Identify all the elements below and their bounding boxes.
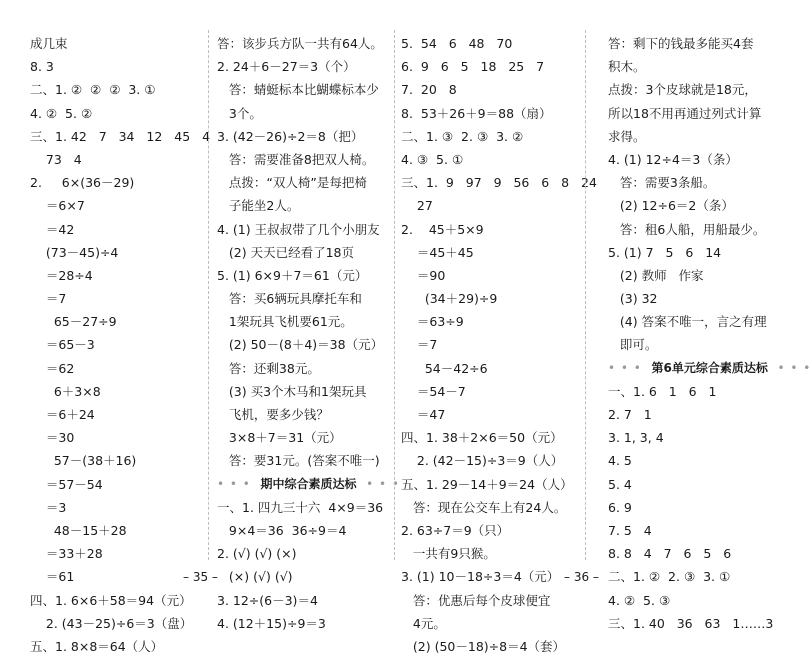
- section-heading-text: 第6单元综合素质达标: [651, 360, 768, 375]
- answer-line: 二、1. ② 2. ③ 3. ①: [608, 569, 731, 585]
- heading-dots-left: • • •: [217, 476, 261, 491]
- answer-line: 答：要31元。(答案不唯一): [217, 453, 380, 469]
- answer-line: (2) 天天已经看了18页: [217, 244, 355, 260]
- answer-line: 子能坐2人。: [217, 198, 300, 214]
- answer-line: 答：蜻蜓标本比蝴蝶标本少: [217, 82, 379, 98]
- answer-line: 6＋3×8: [30, 383, 101, 399]
- answer-line: ＝62: [30, 360, 75, 376]
- answer-line: 四、1. 6×6＋58＝94（元）: [30, 592, 192, 608]
- answer-line: ＝30: [30, 430, 75, 446]
- answer-line: ＝7: [401, 337, 438, 353]
- answer-line: 3. 12÷(6－3)＝4: [217, 592, 318, 608]
- answer-line: 答：剩下的钱最多能买4套: [608, 36, 754, 51]
- answer-line: 2. (42－15)÷3＝9（人）: [401, 453, 564, 469]
- answer-line: 答：现在公交车上有24人。: [401, 499, 567, 515]
- answer-line: ＝33＋28: [30, 546, 103, 562]
- answer-line: 73 4: [30, 151, 82, 167]
- answer-line: 二、1. ② ② ② 3. ①: [30, 82, 156, 98]
- answer-line: (2) (50－18)÷8＝4（套）: [401, 638, 566, 654]
- answer-line: 7. 5 4: [608, 522, 652, 538]
- page-number-right: – 36 –: [564, 570, 599, 584]
- answer-line: 4. ③ 5. ①: [401, 151, 464, 167]
- answer-line: 48－15＋28: [30, 522, 127, 538]
- answer-line: ＝65－3: [30, 337, 95, 353]
- answer-line: ＝45＋45: [401, 244, 474, 260]
- answer-line: 2. 63÷7＝9（只）: [401, 522, 510, 538]
- answer-line: 答：租6人船，用船最少。: [608, 221, 766, 237]
- answer-line: 五、1. 29－14＋9＝24（人）: [401, 476, 573, 492]
- answer-line: ＝28÷4: [30, 267, 93, 283]
- answer-line: (73－45)÷4: [30, 244, 119, 260]
- answer-line: 一共有9只猴。: [401, 546, 496, 562]
- section-heading: [608, 357, 811, 380]
- answer-line: 四、1. 38＋2×6＝50（元）: [401, 430, 563, 446]
- answer-line: 点拨：3个皮球就是18元，: [608, 82, 757, 98]
- answer-line: 5. 4: [608, 476, 632, 492]
- answer-line: 6. 9: [608, 499, 632, 515]
- answer-line: 答：还剩38元。: [217, 360, 320, 376]
- answer-line: ＝61: [30, 569, 75, 585]
- answer-line: 2. 24＋6－27＝3（个）: [217, 59, 356, 75]
- answer-line: 6. 9 6 5 18 25 7: [401, 59, 545, 75]
- answer-line: 1架玩具飞机要61元。: [217, 314, 353, 330]
- answer-line: 三、1. 40 36 63 1……3: [608, 615, 774, 631]
- answer-line: 4. (12＋15)÷9＝3: [217, 615, 326, 631]
- answer-line: 3. (1) 10－18÷3＝4（元）: [401, 569, 560, 585]
- answer-column-4: [608, 32, 811, 635]
- answer-line: ＝57－54: [30, 476, 103, 492]
- answer-line: 54－42÷6: [401, 360, 488, 376]
- heading-dots-right: • • •: [356, 476, 401, 491]
- answer-line: ＝63÷9: [401, 314, 464, 330]
- answer-line: 2. 7 1: [608, 407, 652, 422]
- answer-line: 5. (1) 7 5 6 14: [608, 244, 722, 260]
- answer-line: 8. 3: [30, 59, 54, 75]
- answer-line: 三、1. 42 7 34 12 45 4: [30, 128, 211, 144]
- answer-line: ＝6＋24: [30, 407, 95, 422]
- answer-line: 3. (42－26)÷2＝8（把）: [217, 128, 364, 144]
- answer-line: 三、1. 9 97 9 56 6 8 24: [401, 175, 597, 191]
- answer-line: ＝47: [401, 407, 446, 422]
- answer-line: 2. 6×(36－29): [30, 175, 135, 191]
- answer-line: 2. (43－25)÷6＝3（盘）: [30, 615, 193, 631]
- answer-line: ＝54－7: [401, 383, 466, 399]
- column-divider: [585, 30, 586, 560]
- answer-line: (34＋29)÷9: [401, 291, 498, 307]
- answer-line: 3×8＋7＝31（元）: [217, 430, 342, 446]
- answer-line: ＝42: [30, 221, 75, 237]
- answer-line: 所以18不用再通过列式计算: [608, 105, 762, 121]
- answer-line: ＝7: [30, 291, 67, 307]
- answer-line: 一、1. 四九三十六 4×9＝36: [217, 499, 384, 515]
- answer-line: 成几束: [30, 36, 68, 51]
- answer-line: 65－27÷9: [30, 314, 117, 330]
- page-number-left: – 35 –: [183, 570, 218, 584]
- answer-line: 求得。: [608, 128, 646, 144]
- answer-line: (3) 买3个木马和1架玩具: [217, 383, 367, 399]
- answer-line: (×) (√) (√): [217, 569, 293, 585]
- heading-dots-left: • • •: [608, 360, 652, 375]
- answer-line: (2) 12÷6＝2（条）: [608, 198, 734, 214]
- heading-dots-right: • • •: [767, 360, 811, 375]
- answer-line: 飞机，要多少钱？: [217, 407, 329, 422]
- answer-line: 27: [401, 198, 433, 214]
- answer-line: 答：需要准备8把双人椅。: [217, 151, 375, 167]
- answer-line: (2) 教师 作家: [608, 267, 704, 283]
- answer-line: 二、1. ③ 2. ③ 3. ②: [401, 128, 524, 144]
- answer-line: ＝6×7: [30, 198, 85, 214]
- answer-line: 答：该步兵方队一共有64人。: [217, 36, 383, 51]
- answer-line: 5. (1) 6×9＋7＝61（元）: [217, 267, 368, 283]
- answer-line: 2. (√) (√) (×): [217, 546, 297, 562]
- answer-line: 5. 54 6 48 70: [401, 36, 513, 51]
- answer-line: 4. ② 5. ②: [30, 105, 93, 121]
- answer-column-2: [217, 32, 401, 635]
- answer-line: 答：买6辆玩具摩托车和: [217, 291, 362, 307]
- column-divider: [394, 30, 395, 560]
- section-heading: [217, 473, 401, 496]
- answer-line: 答：需要3条船。: [608, 175, 716, 191]
- answer-line: 9×4＝36 36÷9＝4: [217, 522, 347, 538]
- answer-line: 五、1. 8×8＝64（人）: [30, 638, 164, 654]
- answer-line: 4. ② 5. ③: [608, 592, 671, 608]
- answer-line: 4元。: [401, 615, 446, 631]
- column-divider: [208, 30, 209, 560]
- answer-line: 积木。: [608, 59, 646, 75]
- answer-line: 答：优惠后每个皮球便宜: [401, 592, 551, 608]
- answer-line: 8. 53＋26＋9＝88（扇）: [401, 105, 552, 121]
- answer-line: (3) 32: [608, 291, 658, 307]
- answer-line: 一、1. 6 1 6 1: [608, 383, 717, 399]
- answer-line: (2) 50－(8＋4)＝38（元）: [217, 337, 384, 353]
- answer-line: ＝3: [30, 499, 67, 515]
- answer-line: 7. 20 8: [401, 82, 457, 98]
- answer-line: (4) 答案不唯一，言之有理: [608, 314, 767, 330]
- answer-line: 4. (1) 12÷4＝3（条）: [608, 151, 738, 167]
- answer-line: 57－(38＋16): [30, 453, 137, 469]
- answer-line: 点拨：“双人椅”是每把椅: [217, 175, 367, 191]
- answer-line: 8. 8 4 7 6 5 6: [608, 546, 732, 562]
- answer-line: 3. 1, 3, 4: [608, 430, 664, 446]
- answer-line: ＝90: [401, 267, 446, 283]
- answer-line: 2. 45＋5×9: [401, 221, 484, 237]
- answer-line: 4. (1) 王叔叔带了几个小朋友: [217, 221, 380, 237]
- answer-line: 4. 5: [608, 453, 632, 469]
- answer-line: 即可。: [608, 337, 658, 353]
- answer-line: 3个。: [217, 105, 262, 121]
- section-heading-text: 期中综合素质达标: [260, 476, 357, 491]
